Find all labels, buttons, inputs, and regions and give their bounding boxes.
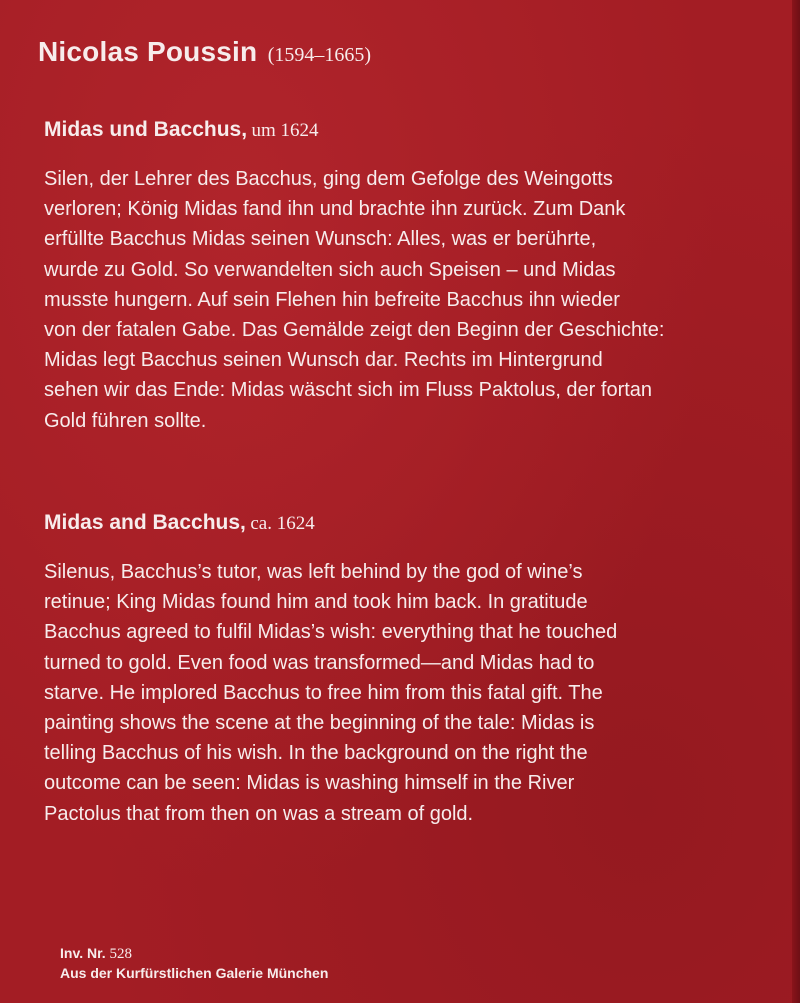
panel-edge [792,0,800,1003]
text-line: musste hungern. Auf sein Flehen hin befreite Bacchus ihn wieder [44,288,620,311]
english-title-line [44,511,784,535]
text-line: von der fatalen Gabe. Das Gemälde zeigt den Beginn der Geschichte: [44,319,665,342]
text-line: Gold führen sollte. [44,409,207,432]
text-line: turned to gold. Even food was transformed—and Midas had to [44,651,595,674]
text-line: retinue; King Midas found him and took him back. In gratitude [44,591,588,614]
text-line: telling Bacchus of his wish. In the background on the right the [44,742,588,765]
text-line: Silen, der Lehrer des Bacchus, ging dem Gefolge des Weingotts [44,168,613,190]
text-line: wurde zu Gold. So verwandelten sich auch Speisen – und Midas [44,258,616,281]
text-line: Midas legt Bacchus seinen Wunsch dar. Rechts im Hintergrund [44,349,603,372]
text-line: erfüllte Bacchus Midas seinen Wunsch: Alles, was er berührte, [44,228,597,251]
text-line: painting shows the scene at the beginning of the tale: Midas is [44,712,595,735]
artist-name: Nicolas Poussin [38,36,258,67]
artist-header [38,36,371,68]
label-footer [60,944,328,983]
inventory-label: Inv. Nr. [60,945,106,961]
english-section [44,511,784,829]
collection-line: Aus der Kurfürstlichen Galerie München [60,965,329,981]
text-line: Pactolus that from then on was a stream of gold. [44,802,474,825]
text-line: Silenus, Bacchus’s tutor, was left behind by the god of wine’s [44,561,583,583]
inventory-line [60,944,328,964]
text-line: starve. He implored Bacchus to free him from this fatal gift. The [44,681,603,704]
german-section [44,118,784,436]
german-description [44,164,784,436]
text-line: sehen wir das Ende: Midas wäscht sich im Fluss Paktolus, der fortan [44,379,653,402]
text-line: Bacchus agreed to fulfil Midas’s wish: everything that he touched [44,621,618,644]
german-date: um 1624 [251,120,319,141]
english-description [44,557,784,829]
inventory-number: 528 [109,946,133,962]
artist-dates: (1594–1665) [267,44,372,66]
english-title: Midas and Bacchus, [44,511,246,534]
text-line: outcome can be seen: Midas is washing himself in the River [44,772,575,795]
german-title-line [44,118,784,142]
text-line: verloren; König Midas fand ihn und brachte ihn zurück. Zum Dank [44,198,626,221]
english-date: ca. 1624 [250,513,315,534]
german-title: Midas und Bacchus, [44,118,248,141]
